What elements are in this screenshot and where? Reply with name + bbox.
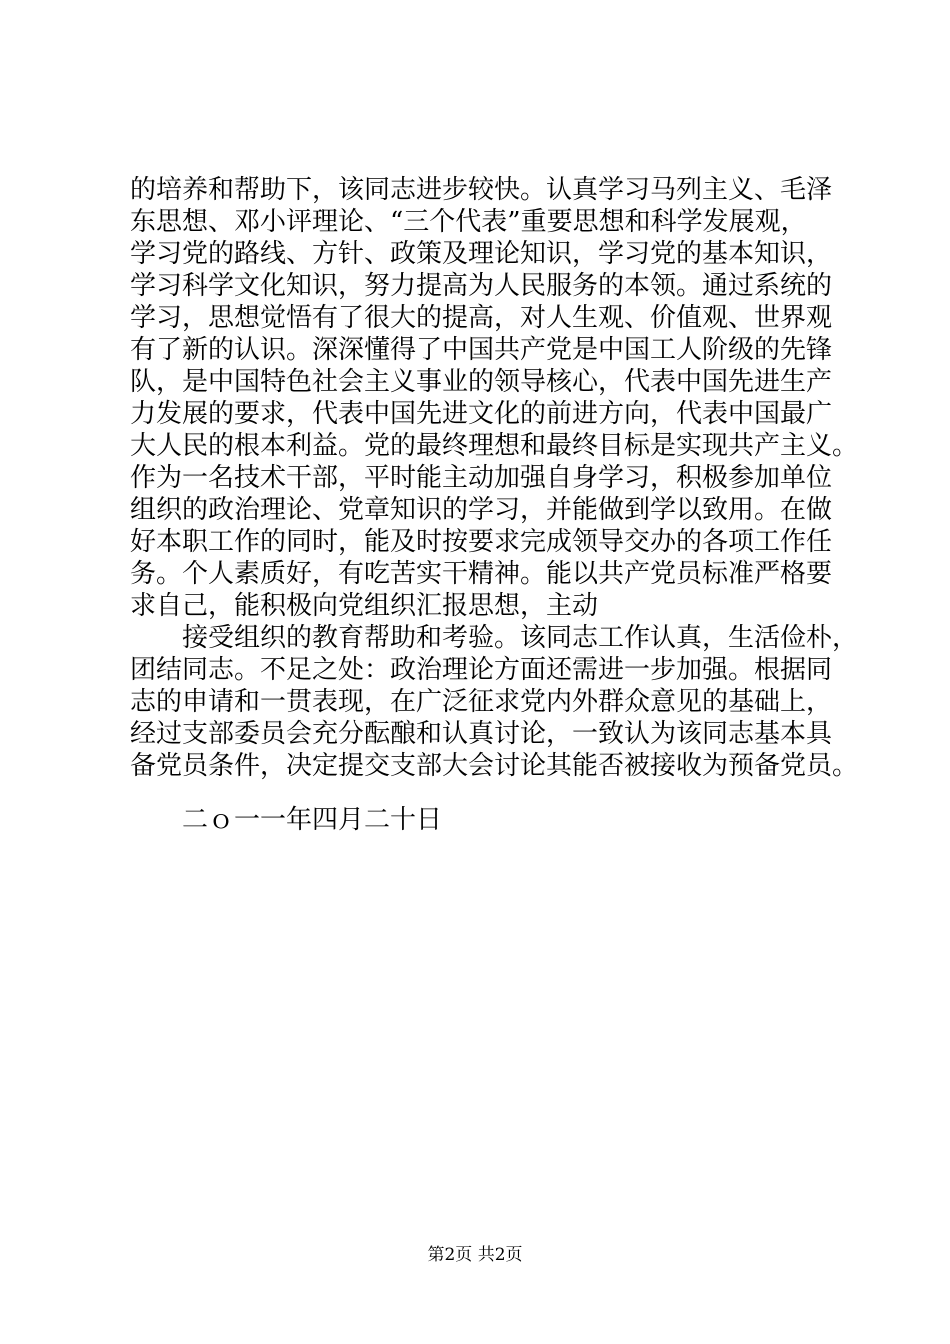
body-text-line: 经过支部委员会充分酝酿和认真讨论，一致认为该同志基本具	[130, 719, 833, 749]
body-text-line: 力发展的要求，代表中国先进文化的前进方向，代表中国最广	[130, 399, 833, 429]
body-text-line: 队，是中国特色社会主义事业的领导核心，代表中国先进生产	[130, 367, 833, 397]
body-text-line: 组织的政治理论、党章知识的学习，并能做到学以致用。在做	[130, 495, 833, 525]
body-text-line: 好本职工作的同时，能及时按要求完成领导交办的各项工作任	[130, 527, 833, 557]
body-text-line: 的培养和帮助下，该同志进步较快。认真学习马列主义、毛泽	[130, 175, 833, 205]
body-text-line: 大人民的根本利益。党的最终理想和最终目标是实现共产主义。	[130, 431, 859, 461]
body-text-line: 学习科学文化知识，努力提高为人民服务的本领。通过系统的	[130, 271, 833, 301]
document-date: 二ｏ一一年四月二十日	[182, 805, 443, 835]
body-text-line: 志的申请和一贯表现，在广泛征求党内外群众意见的基础上，	[130, 687, 833, 717]
body-text-line: 接受组织的教育帮助和考验。该同志工作认真，生活俭朴，	[182, 623, 859, 653]
body-text-line: 备党员条件，决定提交支部大会讨论其能否被接收为预备党员。	[130, 751, 859, 781]
page-number-footer: 第2页 共2页	[427, 1245, 523, 1265]
body-text-line: 求自己，能积极向党组织汇报思想，主动	[130, 591, 599, 621]
body-text-line: 学习党的路线、方针、政策及理论知识，学习党的基本知识，	[130, 239, 833, 269]
body-text-line: 团结同志。不足之处：政治理论方面还需进一步加强。根据同	[130, 655, 833, 685]
body-text-line: 务。个人素质好，有吃苦实干精神。能以共产党员标准严格要	[130, 559, 833, 589]
body-text-line: 学习，思想觉悟有了很大的提高，对人生观、价值观、世界观	[130, 303, 833, 333]
body-text-line: 作为一名技术干部，平时能主动加强自身学习，积极参加单位	[130, 463, 833, 493]
body-text-line: 东思想、邓小评理论、“三个代表”重要思想和科学发展观，	[130, 207, 807, 237]
body-text-line: 有了新的认识。深深懂得了中国共产党是中国工人阶级的先锋	[130, 335, 833, 365]
